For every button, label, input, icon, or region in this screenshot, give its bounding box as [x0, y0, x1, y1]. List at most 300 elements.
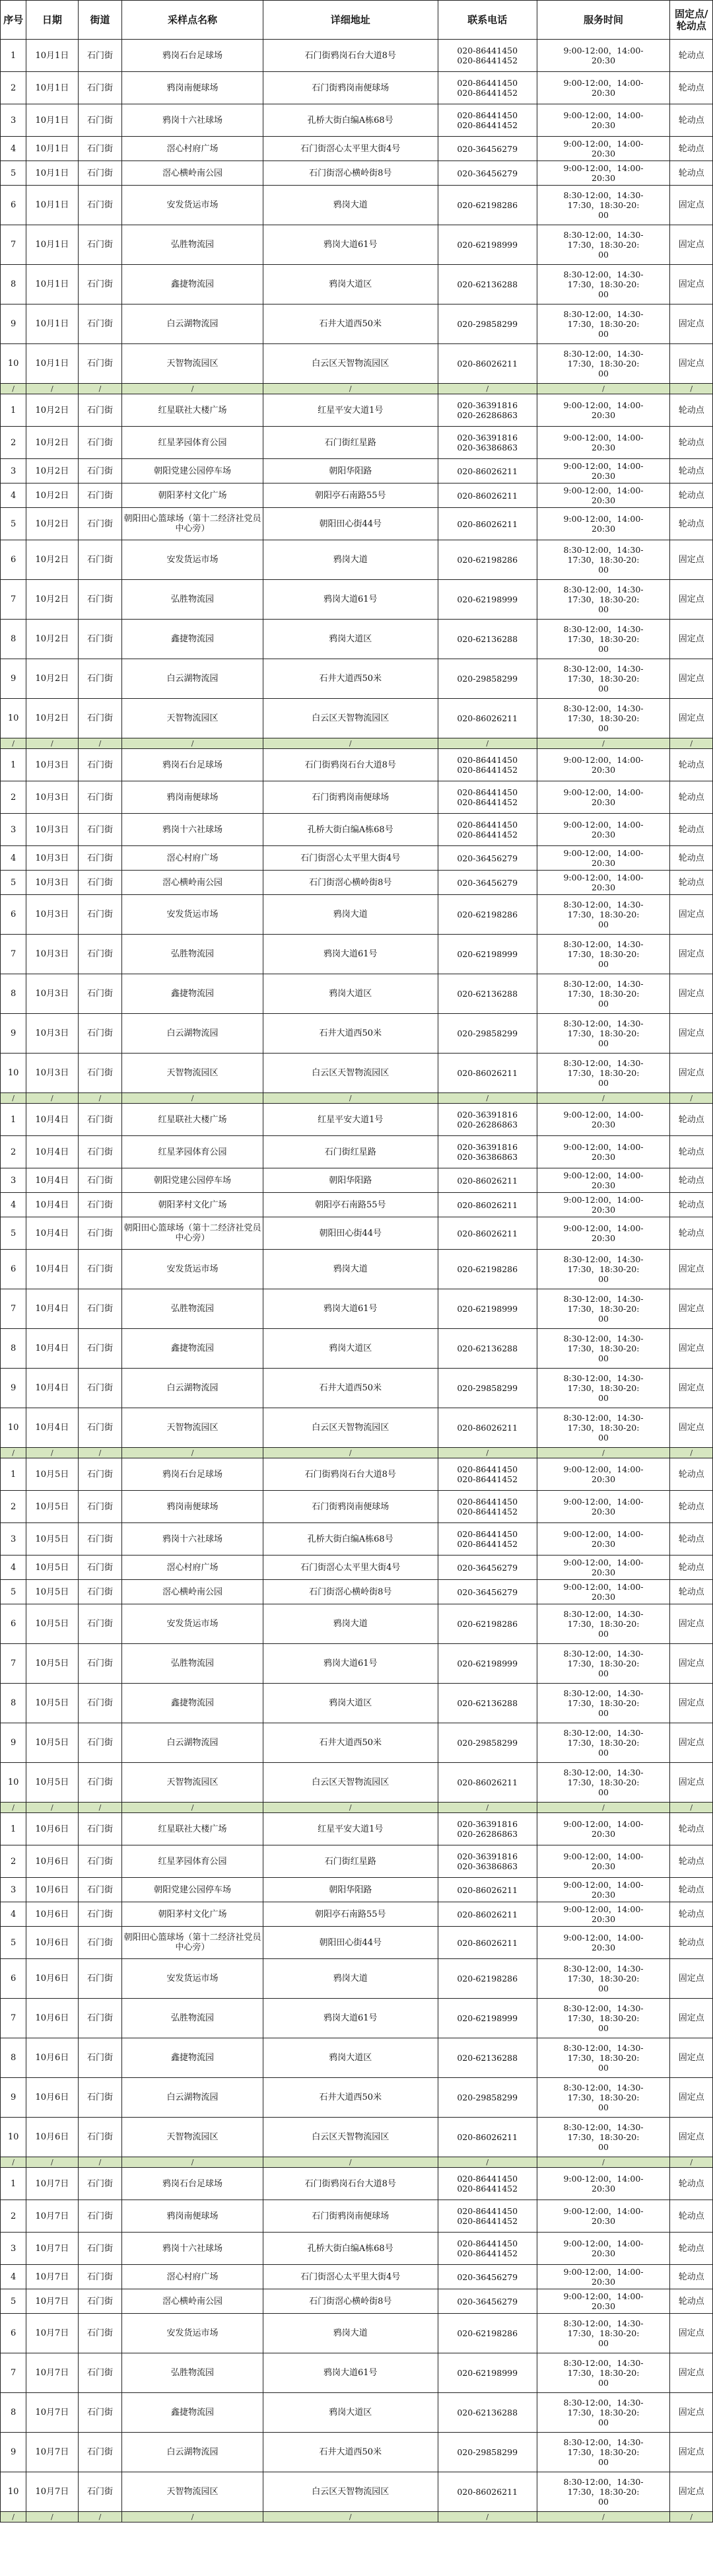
- row-address: 鸦岗大道区: [263, 1684, 438, 1723]
- row-street: 石门街: [78, 1845, 122, 1878]
- row-phone: 020-86441450 020-86441452: [438, 2168, 537, 2200]
- row-site-type: 固定点: [670, 895, 713, 935]
- separator-cell: /: [263, 738, 438, 749]
- row-street: 石门街: [78, 1523, 122, 1556]
- row-site-type: 轮动点: [670, 483, 713, 508]
- row-index: 6: [1, 1604, 26, 1644]
- row-phone: 020-86441450 020-86441452: [438, 1491, 537, 1523]
- row-index: 5: [1, 1927, 26, 1959]
- row-address: 石门街滘心横岭街8号: [263, 1580, 438, 1604]
- row-address: 鸦岗大道区: [263, 2038, 438, 2078]
- row-address: 石门街红星路: [263, 1136, 438, 1168]
- row-site-name: 鑫捷物流园: [122, 974, 263, 1014]
- row-site-name: 弘胜物流园: [122, 2353, 263, 2393]
- row-service-time: 9:00-12:00，14:00- 20:30: [537, 2233, 670, 2265]
- row-date: 10月2日: [26, 427, 78, 459]
- row-site-type: 轮动点: [670, 394, 713, 427]
- row-street: 石门街: [78, 72, 122, 104]
- row-index: 8: [1, 2393, 26, 2433]
- row-index: 3: [1, 459, 26, 483]
- row-site-type: 固定点: [670, 2472, 713, 2512]
- separator-cell: /: [670, 1803, 713, 1813]
- row-phone: 020-36456279: [438, 161, 537, 186]
- row-address: 石门街滘心太平里大街4号: [263, 2265, 438, 2289]
- row-site-name: 朝阳茅村文化广场: [122, 1193, 263, 1217]
- table-row: [1, 1723, 713, 1763]
- table-row: [1, 781, 713, 814]
- row-index: 4: [1, 483, 26, 508]
- row-service-time: 8:30-12:00，14:30- 17:30，18:30-20: 00: [537, 1999, 670, 2038]
- row-phone: 020-62136288: [438, 2393, 537, 2433]
- row-site-name: 白云湖物流园: [122, 1014, 263, 1054]
- row-index: 1: [1, 1458, 26, 1491]
- row-phone: 020-36391816 020-36386863: [438, 427, 537, 459]
- table-row: [1, 2265, 713, 2289]
- separator-cell: /: [122, 738, 263, 749]
- row-site-name: 鸦岗十六社球场: [122, 1523, 263, 1556]
- row-site-type: 固定点: [670, 935, 713, 974]
- row-address: 鸦岗大道: [263, 2314, 438, 2353]
- row-index: 9: [1, 2433, 26, 2472]
- row-address: 石井大道西50米: [263, 2433, 438, 2472]
- row-date: 10月4日: [26, 1193, 78, 1217]
- row-street: 石门街: [78, 1136, 122, 1168]
- row-address: 石门街滘心横岭街8号: [263, 871, 438, 895]
- row-site-type: 轮动点: [670, 1813, 713, 1845]
- row-site-type: 轮动点: [670, 814, 713, 846]
- row-site-name: 弘胜物流园: [122, 1289, 263, 1329]
- row-index: 6: [1, 2314, 26, 2353]
- row-phone: 020-86026211: [438, 483, 537, 508]
- table-row: [1, 344, 713, 384]
- row-street: 石门街: [78, 935, 122, 974]
- row-street: 石门街: [78, 1813, 122, 1845]
- row-site-name: 安发货运市场: [122, 186, 263, 225]
- row-address: 石井大道西50米: [263, 304, 438, 344]
- col-header-phone: 联系电话: [438, 1, 537, 40]
- row-site-type: 固定点: [670, 2353, 713, 2393]
- separator-cell: /: [26, 1448, 78, 1458]
- row-address: 石井大道西50米: [263, 1369, 438, 1408]
- row-date: 10月1日: [26, 265, 78, 304]
- row-street: 石门街: [78, 2200, 122, 2233]
- row-service-time: 9:00-12:00，14:00- 20:30: [537, 2289, 670, 2314]
- row-address: 白云区天智物流园区: [263, 2118, 438, 2157]
- table-row: [1, 1014, 713, 1054]
- separator-cell: /: [122, 384, 263, 394]
- row-site-name: 红星茅园体育公园: [122, 1136, 263, 1168]
- row-service-time: 9:00-12:00，14:00- 20:30: [537, 1927, 670, 1959]
- row-street: 石门街: [78, 225, 122, 265]
- row-index: 1: [1, 394, 26, 427]
- separator-cell: /: [438, 1093, 537, 1104]
- row-index: 9: [1, 2078, 26, 2118]
- row-address: 石门街滘心横岭街8号: [263, 161, 438, 186]
- row-date: 10月4日: [26, 1408, 78, 1448]
- separator-cell: /: [78, 2157, 122, 2168]
- row-street: 石门街: [78, 40, 122, 72]
- row-site-name: 滘心村府广场: [122, 2265, 263, 2289]
- row-index: 6: [1, 1959, 26, 1999]
- row-index: 8: [1, 974, 26, 1014]
- row-site-name: 滘心横岭南公园: [122, 2289, 263, 2314]
- row-street: 石门街: [78, 1927, 122, 1959]
- row-index: 2: [1, 2200, 26, 2233]
- row-service-time: 8:30-12:00，14:30- 17:30，18:30-20: 00: [537, 304, 670, 344]
- row-street: 石门街: [78, 1193, 122, 1217]
- row-site-type: 轮动点: [670, 781, 713, 814]
- row-date: 10月6日: [26, 2118, 78, 2157]
- row-date: 10月4日: [26, 1289, 78, 1329]
- separator-cell: /: [1, 1093, 26, 1104]
- row-service-time: 9:00-12:00，14:00- 20:30: [537, 1136, 670, 1168]
- row-service-time: 9:00-12:00，14:00- 20:30: [537, 1193, 670, 1217]
- row-address: 石门街鸦岗南便球场: [263, 1491, 438, 1523]
- row-index: 2: [1, 72, 26, 104]
- row-site-name: 朝阳田心篮球场（第十二经济社党员中心旁）: [122, 508, 263, 540]
- row-site-name: 安发货运市场: [122, 540, 263, 580]
- separator-cell: /: [78, 384, 122, 394]
- row-index: 1: [1, 749, 26, 781]
- row-site-type: 轮动点: [670, 1927, 713, 1959]
- col-header-index: 序号: [1, 1, 26, 40]
- row-address: 朝阳华阳路: [263, 1878, 438, 1902]
- row-index: 2: [1, 781, 26, 814]
- table-row: [1, 40, 713, 72]
- row-phone: 020-86026211: [438, 459, 537, 483]
- row-street: 石门街: [78, 104, 122, 137]
- row-site-name: 安发货运市场: [122, 2314, 263, 2353]
- row-site-type: 轮动点: [670, 1878, 713, 1902]
- row-site-type: 固定点: [670, 2118, 713, 2157]
- row-site-name: 天智物流园区: [122, 2472, 263, 2512]
- table-row: [1, 935, 713, 974]
- separator-cell: /: [78, 1448, 122, 1458]
- separator-cell: /: [78, 1093, 122, 1104]
- row-date: 10月3日: [26, 871, 78, 895]
- row-service-time: 9:00-12:00，14:00- 20:30: [537, 72, 670, 104]
- table-row: [1, 2314, 713, 2353]
- table-row: [1, 2168, 713, 2200]
- row-address: 石门街滘心横岭街8号: [263, 2289, 438, 2314]
- row-site-type: 固定点: [670, 186, 713, 225]
- row-phone: 020-36456279: [438, 2289, 537, 2314]
- row-phone: 020-29858299: [438, 1723, 537, 1763]
- row-street: 石门街: [78, 2265, 122, 2289]
- row-index: 8: [1, 1684, 26, 1723]
- table-row: [1, 1369, 713, 1408]
- row-index: 4: [1, 2265, 26, 2289]
- row-site-name: 鸦岗南便球场: [122, 72, 263, 104]
- separator-cell: /: [1, 738, 26, 749]
- separator-cell: /: [1, 2512, 26, 2522]
- row-site-name: 朝阳党建公园停车场: [122, 1168, 263, 1193]
- row-address: 石门街鸦岗石台大道8号: [263, 749, 438, 781]
- row-phone: 020-29858299: [438, 1369, 537, 1408]
- row-street: 石门街: [78, 1878, 122, 1902]
- row-site-type: 固定点: [670, 2393, 713, 2433]
- row-address: 白云区天智物流园区: [263, 1763, 438, 1803]
- row-phone: 020-36391816 020-26286863: [438, 394, 537, 427]
- row-service-time: 8:30-12:00，14:30- 17:30，18:30-20: 00: [537, 699, 670, 738]
- row-phone: 020-62198286: [438, 1959, 537, 1999]
- row-street: 石门街: [78, 1644, 122, 1684]
- row-site-name: 鑫捷物流园: [122, 1329, 263, 1369]
- row-date: 10月3日: [26, 974, 78, 1014]
- day-separator-row: [1, 2512, 713, 2522]
- row-service-time: 9:00-12:00，14:00- 20:30: [537, 1217, 670, 1250]
- row-site-type: 固定点: [670, 2078, 713, 2118]
- row-phone: 020-29858299: [438, 1014, 537, 1054]
- row-street: 石门街: [78, 2393, 122, 2433]
- row-date: 10月3日: [26, 749, 78, 781]
- row-phone: 020-62198999: [438, 1644, 537, 1684]
- row-date: 10月7日: [26, 2168, 78, 2200]
- row-address: 白云区天智物流园区: [263, 1408, 438, 1448]
- col-header-address: 详细地址: [263, 1, 438, 40]
- table-row: [1, 1408, 713, 1448]
- row-service-time: 8:30-12:00，14:30- 17:30，18:30-20: 00: [537, 1014, 670, 1054]
- row-street: 石门街: [78, 1580, 122, 1604]
- row-phone: 020-86441450 020-86441452: [438, 72, 537, 104]
- row-service-time: 9:00-12:00，14:00- 20:30: [537, 483, 670, 508]
- row-street: 石门街: [78, 974, 122, 1014]
- row-site-type: 轮动点: [670, 1580, 713, 1604]
- row-site-type: 轮动点: [670, 104, 713, 137]
- row-service-time: 9:00-12:00，14:00- 20:30: [537, 1556, 670, 1580]
- row-date: 10月2日: [26, 483, 78, 508]
- row-address: 孔桥大街白编A栋68号: [263, 1523, 438, 1556]
- separator-cell: /: [670, 384, 713, 394]
- day-separator-row: [1, 1093, 713, 1104]
- row-site-type: 轮动点: [670, 1523, 713, 1556]
- row-address: 鸦岗大道61号: [263, 2353, 438, 2393]
- row-address: 鸦岗大道: [263, 1250, 438, 1289]
- row-service-time: 9:00-12:00，14:00- 20:30: [537, 2168, 670, 2200]
- row-index: 9: [1, 1723, 26, 1763]
- row-site-name: 红星联社大楼广场: [122, 1813, 263, 1845]
- table-body: [1, 40, 713, 2522]
- table-row: [1, 846, 713, 871]
- row-site-name: 红星茅园体育公园: [122, 1845, 263, 1878]
- row-site-name: 安发货运市场: [122, 1250, 263, 1289]
- row-service-time: 8:30-12:00，14:30- 17:30，18:30-20: 00: [537, 2472, 670, 2512]
- row-date: 10月5日: [26, 1458, 78, 1491]
- table-row: [1, 1999, 713, 2038]
- table-row: [1, 699, 713, 738]
- row-index: 9: [1, 1014, 26, 1054]
- separator-cell: /: [263, 2512, 438, 2522]
- row-phone: 020-86441450 020-86441452: [438, 814, 537, 846]
- row-service-time: 8:30-12:00，14:30- 17:30，18:30-20: 00: [537, 974, 670, 1014]
- row-site-type: 轮动点: [670, 2289, 713, 2314]
- row-date: 10月5日: [26, 1556, 78, 1580]
- row-street: 石门街: [78, 781, 122, 814]
- row-site-name: 安发货运市场: [122, 1959, 263, 1999]
- col-header-site-type: 固定点/轮动点: [670, 1, 713, 40]
- table-row: [1, 1763, 713, 1803]
- row-address: 鸦岗大道: [263, 895, 438, 935]
- row-site-name: 鑫捷物流园: [122, 265, 263, 304]
- row-date: 10月6日: [26, 1845, 78, 1878]
- table-row: [1, 1289, 713, 1329]
- row-address: 鸦岗大道61号: [263, 225, 438, 265]
- table-row: [1, 2289, 713, 2314]
- row-index: 7: [1, 225, 26, 265]
- row-street: 石门街: [78, 2118, 122, 2157]
- row-date: 10月7日: [26, 2314, 78, 2353]
- row-service-time: 8:30-12:00，14:30- 17:30，18:30-20: 00: [537, 1054, 670, 1093]
- row-street: 石门街: [78, 1491, 122, 1523]
- row-street: 石门街: [78, 1014, 122, 1054]
- row-service-time: 8:30-12:00，14:30- 17:30，18:30-20: 00: [537, 2118, 670, 2157]
- row-address: 鸦岗大道: [263, 540, 438, 580]
- row-address: 朝阳田心街44号: [263, 508, 438, 540]
- row-site-name: 白云湖物流园: [122, 1369, 263, 1408]
- row-index: 4: [1, 1556, 26, 1580]
- row-date: 10月5日: [26, 1580, 78, 1604]
- row-date: 10月6日: [26, 1878, 78, 1902]
- table-row: [1, 2433, 713, 2472]
- separator-cell: /: [438, 738, 537, 749]
- row-index: 8: [1, 620, 26, 659]
- row-service-time: 8:30-12:00，14:30- 17:30，18:30-20: 00: [537, 1250, 670, 1289]
- row-date: 10月6日: [26, 1959, 78, 1999]
- row-address: 鸦岗大道61号: [263, 1999, 438, 2038]
- row-date: 10月3日: [26, 895, 78, 935]
- row-site-type: 固定点: [670, 1014, 713, 1054]
- separator-cell: /: [78, 2512, 122, 2522]
- row-site-name: 弘胜物流园: [122, 225, 263, 265]
- row-address: 石门街鸦岗南便球场: [263, 72, 438, 104]
- row-phone: 020-62198286: [438, 186, 537, 225]
- row-address: 白云区天智物流园区: [263, 1054, 438, 1093]
- table-row: [1, 483, 713, 508]
- row-date: 10月2日: [26, 540, 78, 580]
- row-street: 石门街: [78, 137, 122, 161]
- row-index: 7: [1, 1644, 26, 1684]
- row-service-time: 9:00-12:00，14:00- 20:30: [537, 1168, 670, 1193]
- row-index: 9: [1, 659, 26, 699]
- row-phone: 020-86441450 020-86441452: [438, 104, 537, 137]
- row-date: 10月1日: [26, 186, 78, 225]
- row-street: 石门街: [78, 659, 122, 699]
- row-service-time: 9:00-12:00，14:00- 20:30: [537, 104, 670, 137]
- row-phone: 020-62198999: [438, 935, 537, 974]
- table-row: [1, 427, 713, 459]
- row-address: 鸦岗大道区: [263, 2393, 438, 2433]
- row-index: 10: [1, 1408, 26, 1448]
- row-phone: 020-62136288: [438, 974, 537, 1014]
- row-address: 朝阳亭石南路55号: [263, 1902, 438, 1927]
- separator-cell: /: [78, 738, 122, 749]
- row-street: 石门街: [78, 814, 122, 846]
- table-row: [1, 304, 713, 344]
- row-address: 孔桥大街白编A栋68号: [263, 2233, 438, 2265]
- row-site-name: 鑫捷物流园: [122, 2038, 263, 2078]
- row-phone: 020-36456279: [438, 1580, 537, 1604]
- row-index: 7: [1, 1999, 26, 2038]
- row-address: 鸦岗大道61号: [263, 1289, 438, 1329]
- row-service-time: 9:00-12:00，14:00- 20:30: [537, 459, 670, 483]
- row-site-name: 滘心村府广场: [122, 137, 263, 161]
- table-row: [1, 225, 713, 265]
- row-index: 6: [1, 1250, 26, 1289]
- row-site-type: 轮动点: [670, 508, 713, 540]
- row-index: 5: [1, 871, 26, 895]
- row-index: 1: [1, 1813, 26, 1845]
- row-address: 石门街鸦岗石台大道8号: [263, 40, 438, 72]
- row-date: 10月5日: [26, 1644, 78, 1684]
- row-street: 石门街: [78, 483, 122, 508]
- row-street: 石门街: [78, 699, 122, 738]
- row-phone: 020-86026211: [438, 1902, 537, 1927]
- row-street: 石门街: [78, 1250, 122, 1289]
- row-phone: 020-86441450 020-86441452: [438, 40, 537, 72]
- row-index: 8: [1, 265, 26, 304]
- row-phone: 020-86026211: [438, 699, 537, 738]
- row-service-time: 9:00-12:00，14:00- 20:30: [537, 1902, 670, 1927]
- row-address: 石井大道西50米: [263, 2078, 438, 2118]
- separator-cell: /: [1, 2157, 26, 2168]
- row-site-type: 轮动点: [670, 2265, 713, 2289]
- separator-cell: /: [537, 1448, 670, 1458]
- row-address: 朝阳田心街44号: [263, 1927, 438, 1959]
- separator-cell: /: [670, 738, 713, 749]
- separator-cell: /: [122, 1803, 263, 1813]
- row-date: 10月6日: [26, 1927, 78, 1959]
- row-street: 石门街: [78, 1959, 122, 1999]
- row-index: 4: [1, 137, 26, 161]
- row-site-name: 滘心横岭南公园: [122, 871, 263, 895]
- row-site-type: 轮动点: [670, 2233, 713, 2265]
- row-address: 鸦岗大道61号: [263, 1644, 438, 1684]
- row-site-type: 固定点: [670, 1684, 713, 1723]
- separator-cell: /: [537, 2512, 670, 2522]
- col-header-date: 日期: [26, 1, 78, 40]
- row-street: 石门街: [78, 459, 122, 483]
- row-date: 10月4日: [26, 1168, 78, 1193]
- separator-cell: /: [670, 2512, 713, 2522]
- row-date: 10月7日: [26, 2265, 78, 2289]
- row-site-name: 白云湖物流园: [122, 659, 263, 699]
- row-address: 朝阳亭石南路55号: [263, 483, 438, 508]
- row-service-time: 8:30-12:00，14:30- 17:30，18:30-20: 00: [537, 2433, 670, 2472]
- row-service-time: 9:00-12:00，14:00- 20:30: [537, 1580, 670, 1604]
- row-site-name: 天智物流园区: [122, 344, 263, 384]
- row-street: 石门街: [78, 344, 122, 384]
- row-service-time: 8:30-12:00，14:30- 17:30，18:30-20: 00: [537, 1289, 670, 1329]
- row-street: 石门街: [78, 846, 122, 871]
- row-address: 鸦岗大道: [263, 1959, 438, 1999]
- row-site-name: 天智物流园区: [122, 699, 263, 738]
- row-date: 10月7日: [26, 2472, 78, 2512]
- row-street: 石门街: [78, 1408, 122, 1448]
- row-service-time: 9:00-12:00，14:00- 20:30: [537, 1878, 670, 1902]
- row-service-time: 8:30-12:00，14:30- 17:30，18:30-20: 00: [537, 620, 670, 659]
- separator-cell: /: [122, 2157, 263, 2168]
- row-site-type: 固定点: [670, 1329, 713, 1369]
- row-site-type: 轮动点: [670, 1491, 713, 1523]
- row-phone: 020-86441450 020-86441452: [438, 1523, 537, 1556]
- row-phone: 020-29858299: [438, 2433, 537, 2472]
- row-street: 石门街: [78, 508, 122, 540]
- row-service-time: 9:00-12:00，14:00- 20:30: [537, 137, 670, 161]
- table-row: [1, 265, 713, 304]
- row-index: 5: [1, 161, 26, 186]
- table-row: [1, 137, 713, 161]
- separator-cell: /: [537, 384, 670, 394]
